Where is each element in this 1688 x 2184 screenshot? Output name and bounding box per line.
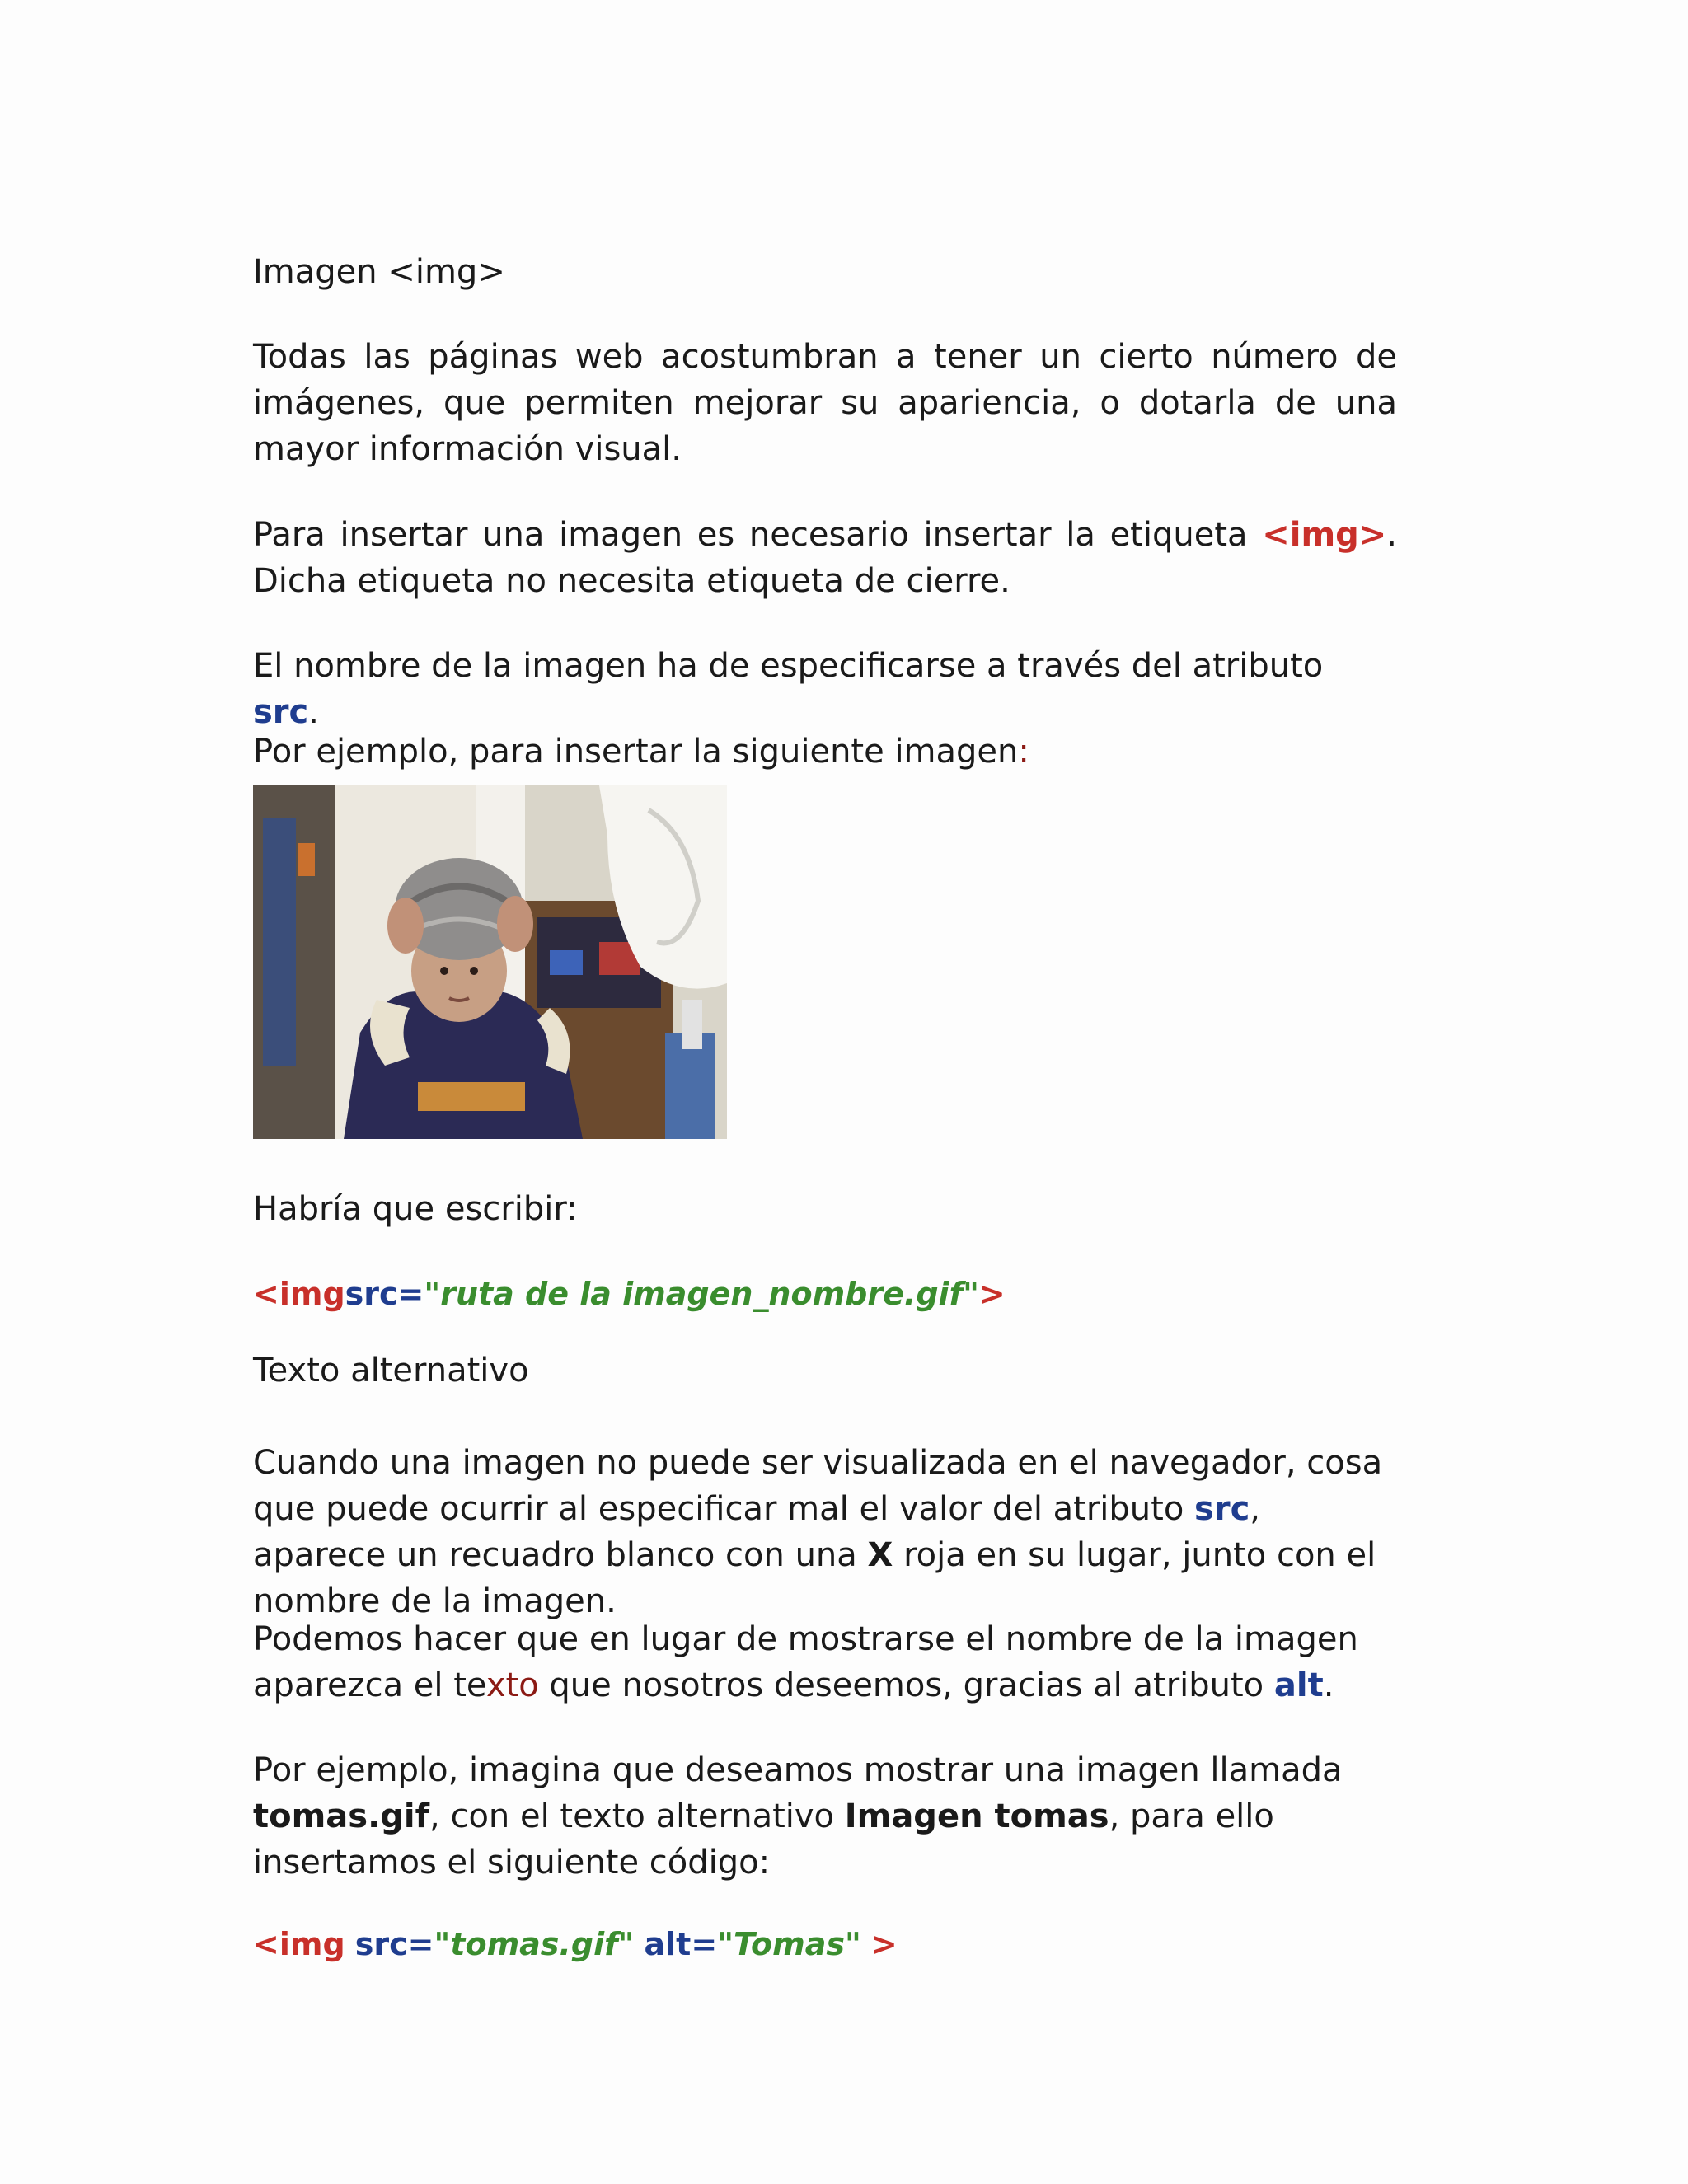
habria-paragraph: Habría que escribir: (253, 1190, 578, 1228)
src-attribute-inline: src (253, 693, 309, 731)
alt-paragraph-3: Por ejemplo, imagina que deseamos mostrar una imagen llamada tomas.gif, con el texto alternativo Imagen tomas, para ello insertamos el siguiente código: (253, 1751, 1343, 1882)
alt-paragraph-2: Podemos hacer que en lugar de mostrarse el nombre de la imagen aparezca el texto que nosotros deseemos, gracias al atributo alt. (253, 1620, 1358, 1704)
alt-heading: Texto alternativo (253, 1352, 529, 1390)
insert-paragraph: Para insertar una imagen es necesario insertar la etiqueta <img>. Dicha etiqueta no necesita etiqueta de cierre. (253, 516, 1397, 600)
src-paragraph: El nombre de la imagen ha de especificarse a través del atributo src. (253, 647, 1324, 731)
code-example-2: <img src="tomas.gif" alt="Tomas" > (253, 1926, 898, 1962)
intro-paragraph: Todas las páginas web acostumbran a tener un cierto número de imágenes, que permiten mejorar su apariencia, o dotarla de una mayor información visual. (253, 338, 1397, 468)
img-tag-inline: <img> (1262, 516, 1387, 554)
code-example-1: <imgsrc="ruta de la imagen_nombre.gif"> (253, 1276, 1006, 1312)
section-title: Imagen <img> (253, 253, 505, 291)
alt-paragraph-1: Cuando una imagen no puede ser visualizada en el navegador, cosa que puede ocurrir al especificar mal el valor del atributo src, aparece un recuadro blanco con una X roja en su lugar, junto con el nombre de la imagen. (253, 1444, 1383, 1620)
example-photo (253, 785, 727, 1139)
example-paragraph: Por ejemplo, para insertar la siguiente imagen: (253, 733, 1029, 771)
